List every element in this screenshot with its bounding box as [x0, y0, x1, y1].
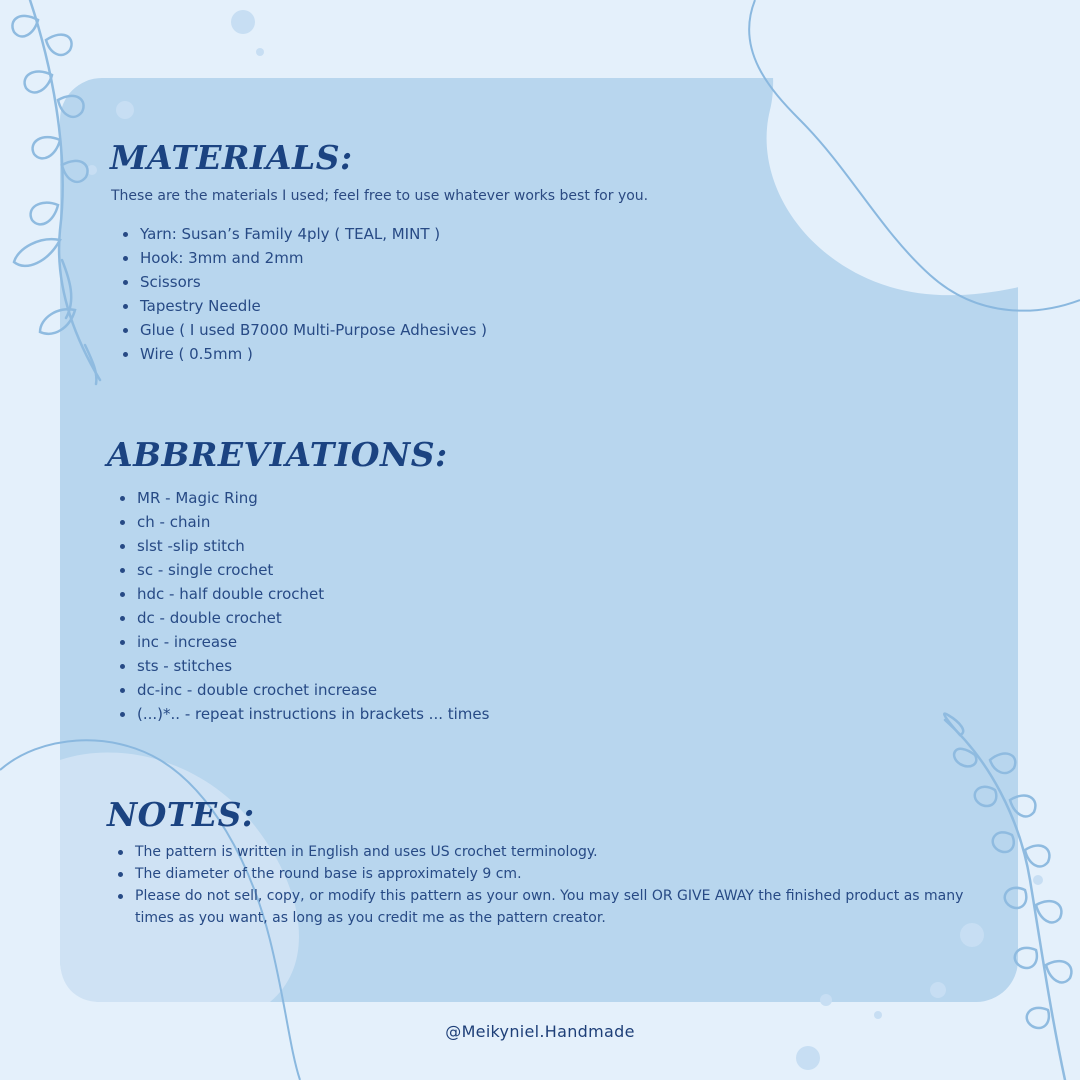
list-item: sts - stitches	[137, 654, 489, 678]
list-item: Yarn: Susan’s Family 4ply ( TEAL, MINT )	[140, 222, 487, 246]
notes-heading: NOTES:	[107, 795, 255, 834]
list-item: Glue ( I used B7000 Multi-Purpose Adhesives )	[140, 318, 487, 342]
list-item: dc-inc - double crochet increase	[137, 678, 489, 702]
list-item: The pattern is written in English and uses US crochet terminology.	[135, 841, 965, 863]
materials-list	[140, 222, 487, 366]
list-item: Hook: 3mm and 2mm	[140, 246, 487, 270]
list-item: Wire ( 0.5mm )	[140, 342, 487, 366]
list-item: hdc - half double crochet	[137, 582, 489, 606]
abbreviations-heading: ABBREVIATIONS:	[107, 435, 448, 474]
list-item: Scissors	[140, 270, 487, 294]
list-item: sc - single crochet	[137, 558, 489, 582]
list-item: (...)*.. - repeat instructions in brackets ... times	[137, 702, 489, 726]
list-item: dc - double crochet	[137, 606, 489, 630]
notes-list	[135, 841, 965, 929]
materials-heading: MATERIALS:	[110, 138, 353, 177]
creator-handle: @Meikyniel.Handmade	[445, 1022, 635, 1041]
abbreviations-list	[137, 486, 489, 726]
list-item: slst -slip stitch	[137, 534, 489, 558]
list-item: MR - Magic Ring	[137, 486, 489, 510]
list-item: inc - increase	[137, 630, 489, 654]
materials-intro: These are the materials I used; feel free to use whatever works best for you.	[111, 188, 649, 204]
list-item: The diameter of the round base is approximately 9 cm.	[135, 863, 965, 885]
list-item: Please do not sell, copy, or modify this pattern as your own. You may sell OR GIVE AWAY the finished product as many times as you want, as long as you credit me as the pattern creator.	[135, 885, 965, 929]
list-item: ch - chain	[137, 510, 489, 534]
list-item: Tapestry Needle	[140, 294, 487, 318]
